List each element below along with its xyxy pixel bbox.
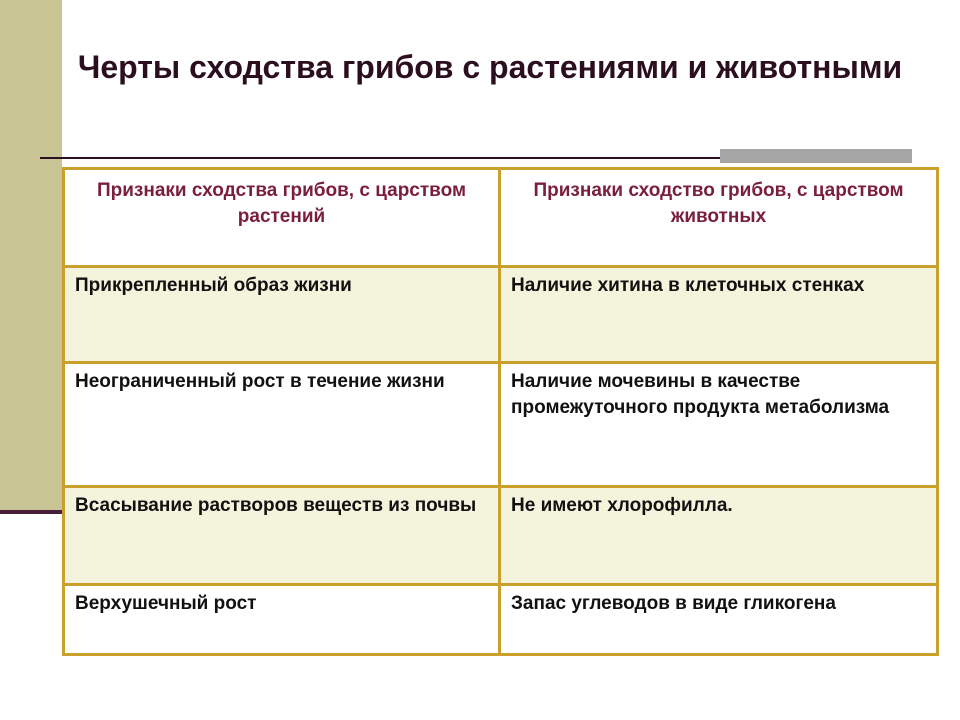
table-cell-animals: Наличие мочевины в качестве промежуточного продукта метаболизма [500,363,938,487]
table-cell-animals: Не имеют хлорофилла. [500,487,938,585]
comparison-table [62,167,939,656]
slide-title: Черты сходства грибов с растениями и животными [77,49,903,85]
table-cell-plants: Неограниченный рост в течение жизни [64,363,500,487]
table-cell-animals: Наличие хитина в клеточных стенках [500,267,938,363]
title-divider-accent [720,149,912,163]
comparison-table-container [62,167,936,653]
table-row [64,585,938,655]
table-cell-plants: Всасывание растворов веществ из почвы [64,487,500,585]
table-row [64,267,938,363]
header-plants: Признаки сходства грибов, с царством растений [64,169,500,267]
table-row [64,487,938,585]
decorative-side-band [0,0,62,512]
table-cell-plants: Верхушечный рост [64,585,500,655]
decorative-side-line [0,510,62,514]
table-cell-plants: Прикрепленный образ жизни [64,267,500,363]
table-cell-animals: Запас углеводов в виде гликогена [500,585,938,655]
table-header-row [64,169,938,267]
header-animals: Признаки сходство грибов, с царством животных [500,169,938,267]
table-row [64,363,938,487]
